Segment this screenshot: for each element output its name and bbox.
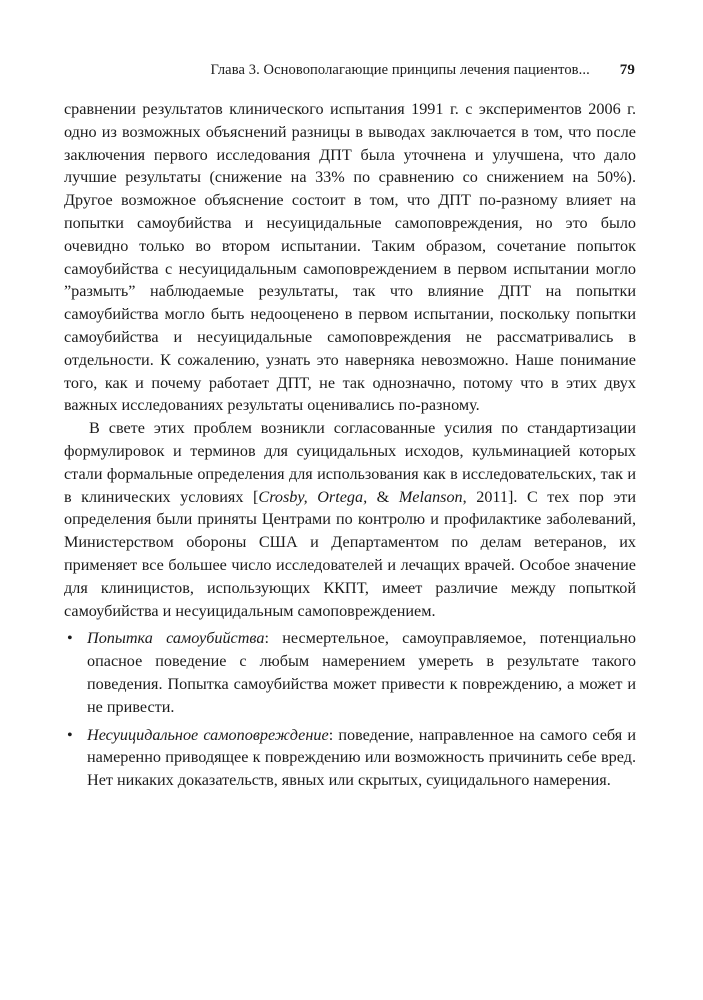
running-title: Глава 3. Основополагающие принципы лечения пациентов... [210, 62, 590, 78]
definition-item [64, 724, 636, 792]
definition-term: Несуицидальное самоповреждение [87, 725, 329, 744]
definition-text: : поведение, направленное на самого себя и намеренно приводящее к повреждению или возможность причинить себе вред. Нет никаких доказательств, явных или скрытых, суицидального намерения. [87, 725, 636, 790]
page-number: 79 [619, 62, 635, 78]
citation-authors-1: Crosby, Ortega, [258, 487, 368, 506]
definition-term: Попытка самоубийства [87, 629, 265, 648]
paragraph-2-text-start: В свете этих проблем возникли согласованные усилия по стандартизации формулировок и терминов для суицидальных исходов, кульминацией которых стали формальные определения для использования как в исследовательских, так и в клинических условиях [ [64, 419, 636, 506]
bullet-icon: • [67, 725, 73, 744]
body-text [64, 98, 636, 792]
citation-authors-2: Melanson [398, 487, 463, 506]
paragraph-2-text-end: , 2011]. С тех пор эти определения были приняты Центрами по контролю и профилактике заболеваний, Министерством обороны США и Департаментом по делам ветеранов, их применяет все большее число исследователей и лечащих врачей. Особое значение для клиницистов, использующих ККПТ, имеет различие между попыткой самоубийства и несуицидальным самоповреждением. [64, 487, 637, 620]
definition-text: : несмертельное, самоуправляемое, потенциально опасное поведение с любым намерением умереть в результате такого поведения. Попытка самоубийства может привести к повреждению, а может и не привести. [87, 629, 636, 716]
paragraph-2 [64, 417, 636, 622]
paragraph-1: сравнении результатов клинического испытания 1991 г. с экспериментов 2006 г. одно из возможных объяснений разницы в выводах заключается в том, что после заключения первого исследования ДПТ была уточнена и улучшена, что дало лучшие результаты (снижение на 33% по сравнению со снижением на 50%). Другое возможное объяснение состоит в том, что ДПТ по-разному влияет на попытки самоубийства и несуицидальные самоповреждения, но это было очевидно только во втором испытании. Таким образом, сочетание попыток самоубийства с несуицидальным самоповреждением в первом испытании могло ”размыть” наблюдаемые результаты, так что влияние ДПТ на попытки самоубийства могло быть недооценено в первом испытании, поскольку попытки самоубийства и несуицидальные самоповреждения не рассматривались в отдельности. К сожалению, узнать это наверняка невозможно. Наше понимание того, как и почему работает ДПТ, не так однозначно, потому что в этих двух важных исследованиях результаты оценивались по-разному. [64, 100, 636, 415]
citation-ampersand: & [367, 487, 399, 506]
bullet-icon: • [67, 629, 73, 648]
definition-item [64, 627, 636, 718]
running-head [64, 62, 635, 86]
definitions-list [64, 627, 636, 792]
